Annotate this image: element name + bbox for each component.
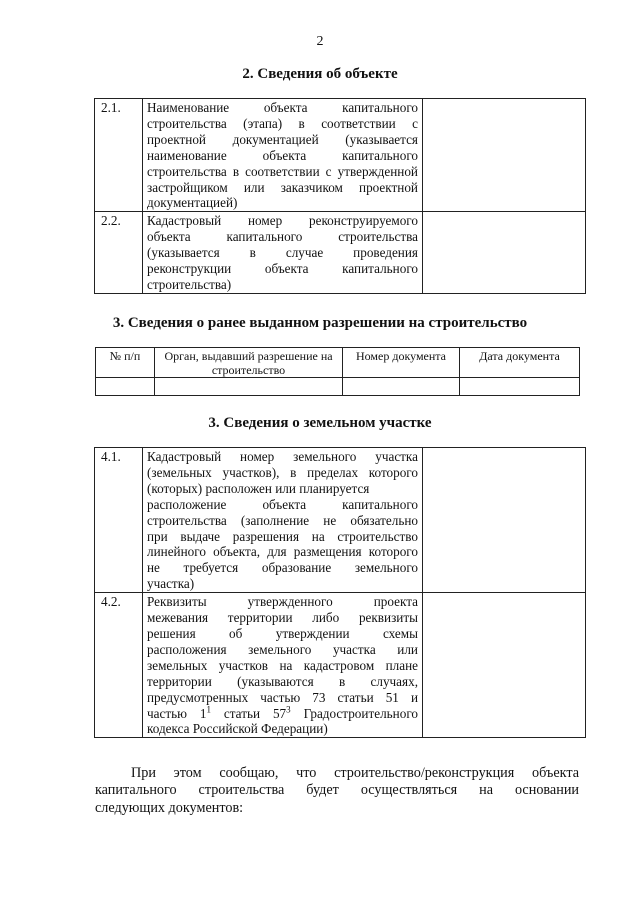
row-number: 4.2. [95, 593, 143, 738]
section-3-permit-heading: 3. Сведения о ранее выданном разрешении на строительство [112, 315, 528, 331]
row-description [143, 99, 423, 212]
description-line: не требуется образование земельного [147, 560, 418, 576]
description-line: наименование объекта капитального [147, 147, 418, 163]
description-line: застройщиком или заказчиком проектной [147, 179, 418, 195]
description-line: Кадастровый номер земельного участка [147, 449, 418, 464]
superscript: 1 [206, 704, 211, 715]
table-row [95, 99, 586, 212]
section-2-heading: 2. Сведения об объекте [242, 66, 398, 82]
table-cell[interactable] [155, 378, 343, 396]
column-header: Орган, выдавший разрешение на строительство [155, 348, 343, 378]
description-line: строительства) [147, 276, 232, 292]
value-cell[interactable] [423, 448, 586, 593]
row-number: 2.2. [95, 212, 143, 294]
column-header: Дата документа [460, 348, 580, 378]
table-cell[interactable] [460, 378, 580, 396]
description-line: реконструкции объекта капитального [147, 261, 418, 277]
description-line: решения об утверждении схемы [147, 625, 418, 641]
table-cell[interactable] [96, 378, 155, 396]
description-line: (указывается в случае проведения [147, 245, 418, 261]
section-3-land-heading: 3. Сведения о земельном участке [208, 415, 432, 431]
table-row [95, 212, 586, 294]
description-line: межевания территории либо реквизиты [147, 610, 418, 626]
column-header: № п/п [96, 348, 155, 378]
description-line: Кадастровый номер реконструируемого [147, 213, 418, 229]
description-line: кодекса Российской Федерации) [147, 721, 328, 737]
description-line: объекта капитального строительства [147, 229, 418, 245]
paragraph-line: следующих документов: [95, 799, 244, 816]
description-line: Наименование объекта капитального [147, 100, 418, 115]
description-line: расположение объекта капитального [147, 496, 418, 512]
description-line: проектной документацией (указывается [147, 131, 418, 147]
description-line: территории (указываются в случаях, [147, 673, 418, 689]
description-line: Реквизиты утвержденного проекта [147, 594, 418, 610]
description-line: при выдаче разрешения на строительство [147, 528, 418, 544]
land-plot-table [94, 447, 586, 738]
table-row [95, 448, 586, 593]
description-line-with-superscripts: частью $1^1$ статьи $57^3$ Градостроительного [147, 704, 418, 721]
row-number: 4.1. [95, 448, 143, 593]
object-info-table [94, 98, 586, 294]
row-description [143, 212, 423, 294]
closing-paragraph [95, 765, 579, 817]
description-line: строительства (заполнение не обязательно [147, 512, 418, 528]
paragraph-line: капитального строительства будет осуществляться на основании [95, 782, 579, 799]
previous-permit-table [95, 347, 580, 396]
description-line: (которых) расположен или планируется [147, 480, 370, 496]
description-line: документацией) [147, 195, 238, 211]
table-row [96, 378, 580, 396]
description-line: расположения земельного участка или [147, 641, 418, 657]
value-cell[interactable] [423, 593, 586, 738]
superscript: 3 [286, 704, 291, 715]
row-description [143, 593, 423, 738]
description-line: строительства (этапа) в соответствии с [147, 115, 418, 131]
value-cell[interactable] [423, 99, 586, 212]
description-line: участка) [147, 576, 195, 592]
description-line: строительства в соответствии с утвержденной [147, 163, 418, 179]
table-header-row [96, 348, 580, 378]
table-row [95, 593, 586, 738]
description-line: линейного объекта, для размещения которого [147, 544, 418, 560]
page-number: 2 [316, 34, 324, 49]
value-cell[interactable] [423, 212, 586, 294]
table-cell[interactable] [343, 378, 460, 396]
column-header: Номер документа [343, 348, 460, 378]
description-line: предусмотренных частью 73 статьи 51 и [147, 689, 418, 705]
description-line: земельных участков на кадастровом плане [147, 657, 418, 673]
row-number: 2.1. [95, 99, 143, 212]
paragraph-line: При этом сообщаю, что строительство/реконструкция объекта [131, 765, 579, 781]
row-description [143, 448, 423, 593]
description-line: (земельных участков), в пределах которого [147, 464, 418, 480]
